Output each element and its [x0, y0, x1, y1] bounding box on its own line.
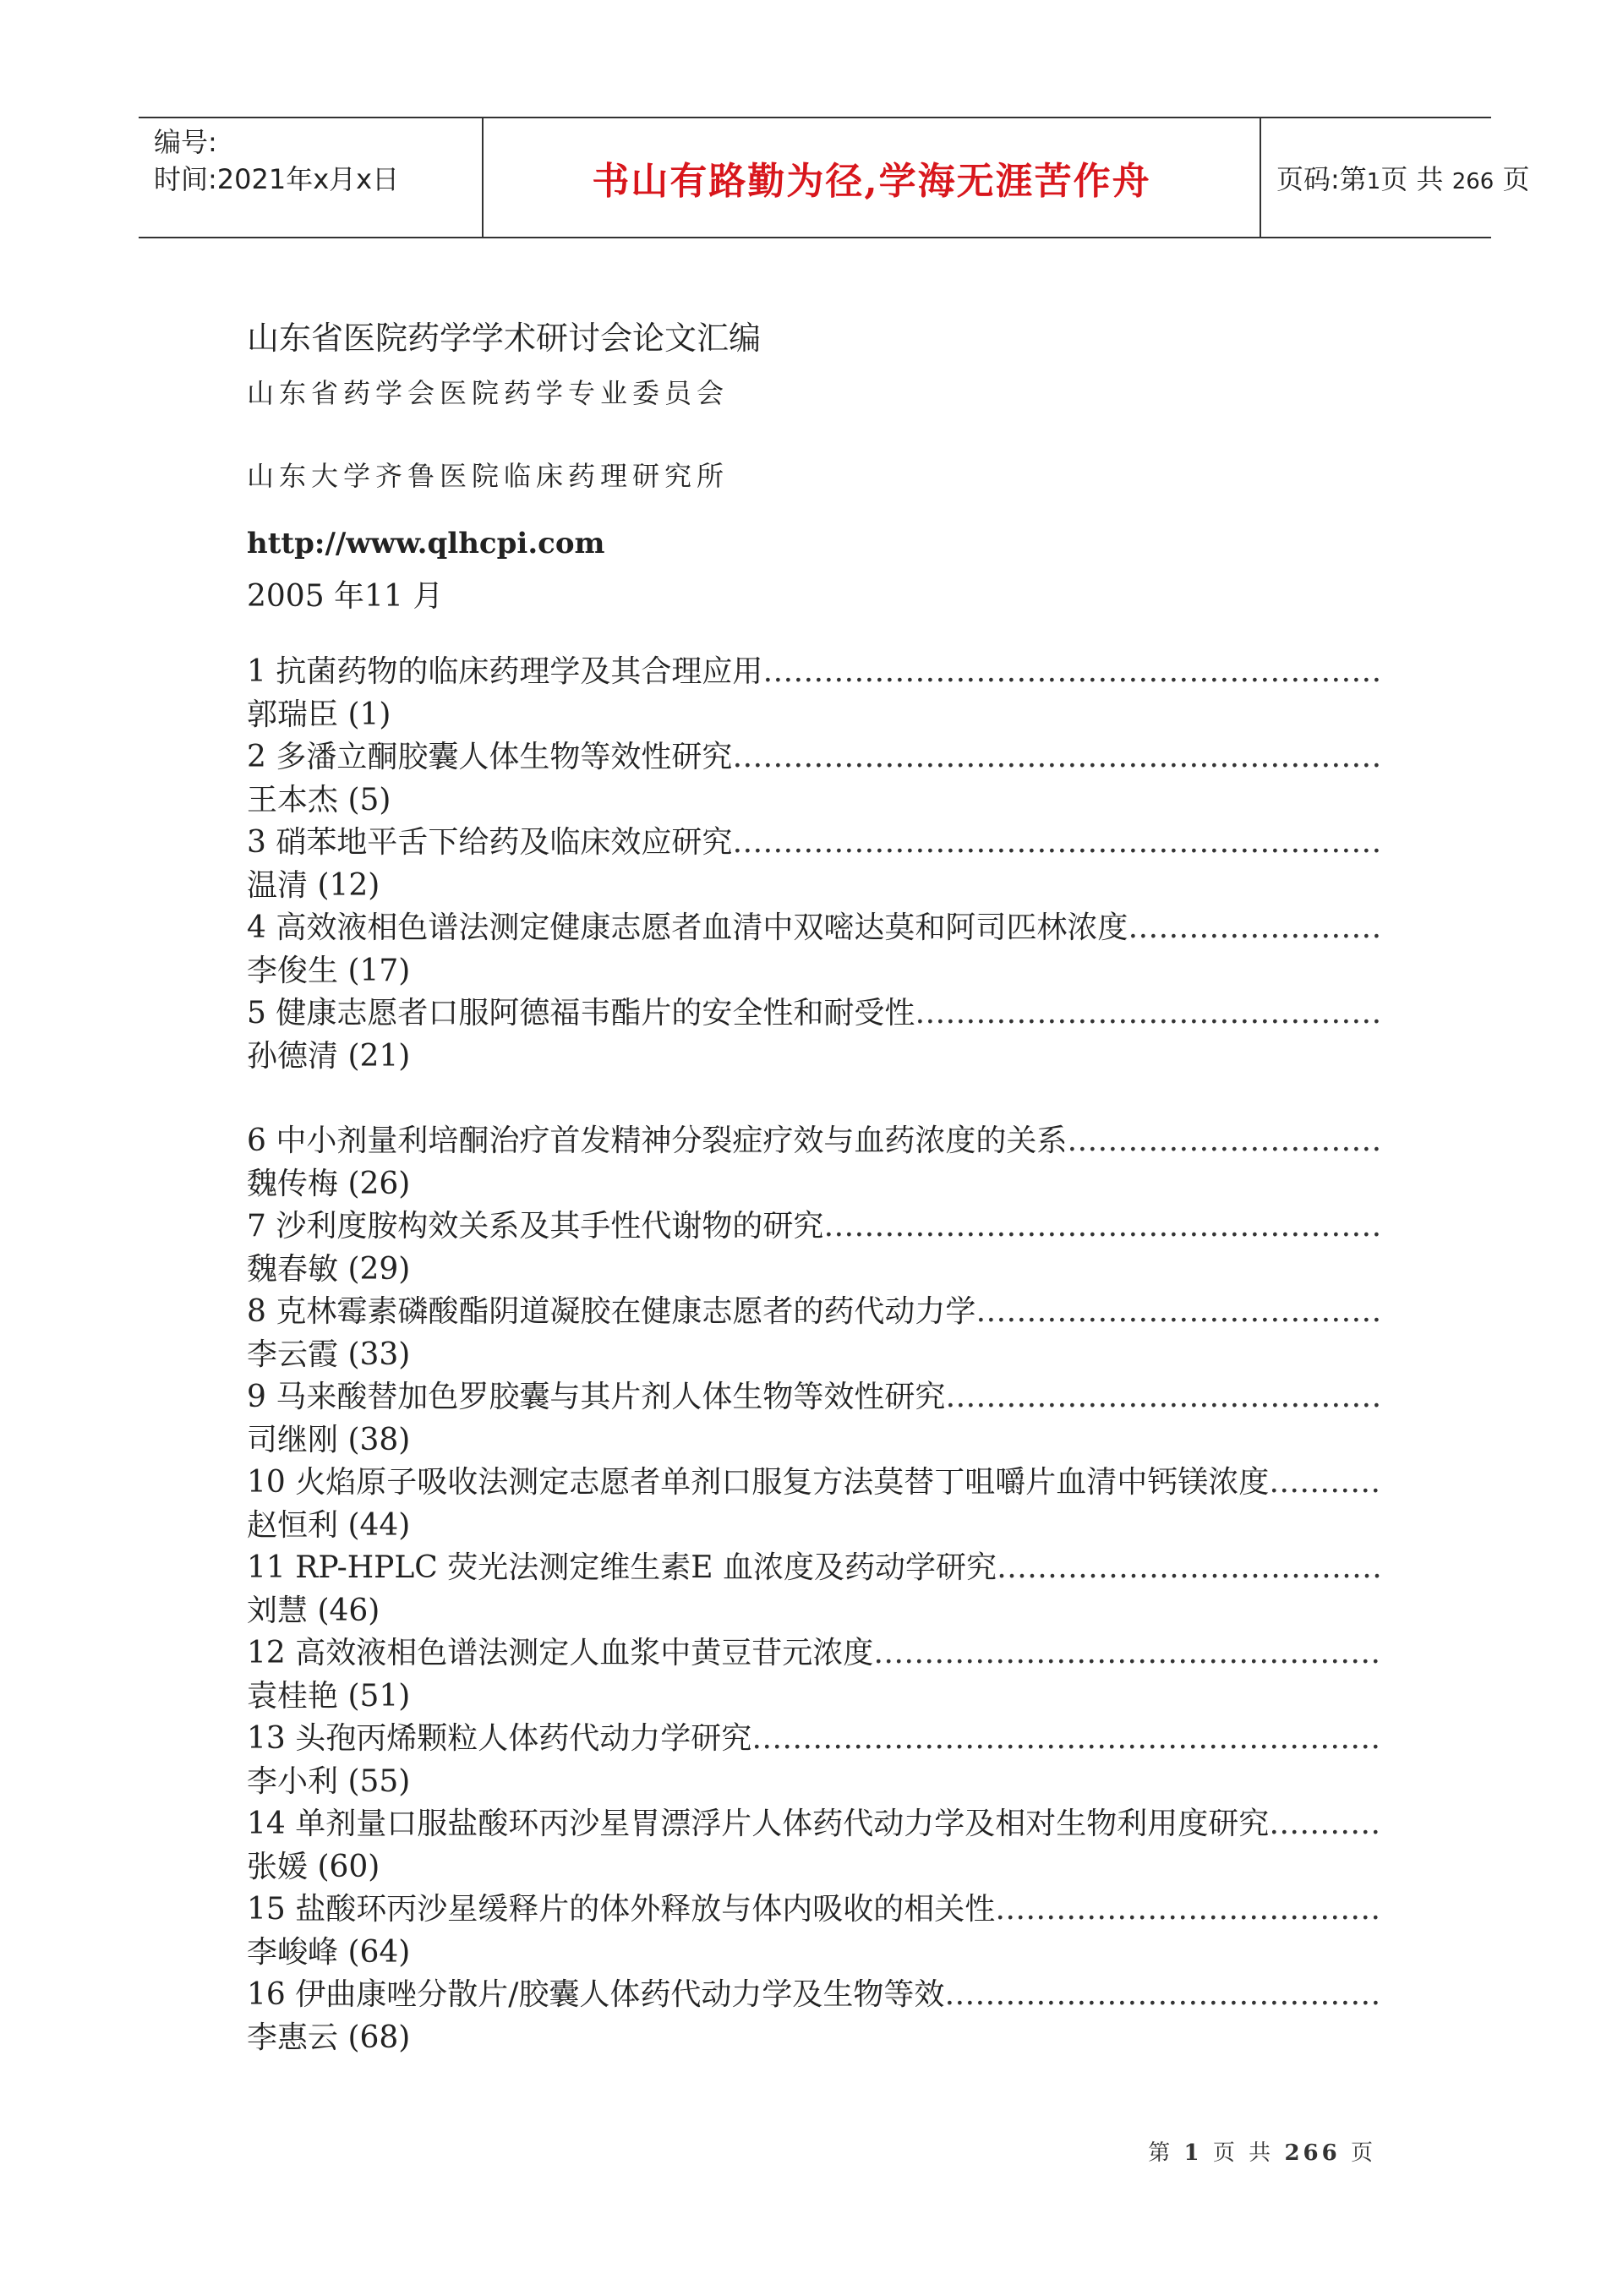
header-page-total: 266	[1451, 169, 1495, 194]
toc-leader-dots	[732, 736, 1380, 779]
toc-entry	[247, 907, 1396, 992]
toc-leader-dots	[762, 651, 1380, 694]
toc-leader-dots	[751, 1718, 1380, 1761]
toc-entry	[247, 651, 1396, 736]
toc-entry-author: 李俊生 (17)	[247, 953, 411, 988]
header-motto-cell	[484, 118, 1261, 237]
toc-entry-title: 8 克林霉素磷酸酯阴道凝胶在健康志愿者的药代动力学	[247, 1294, 976, 1329]
toc-entry-title: 12 高效液相色谱法测定人血浆中黄豆苷元浓度	[247, 1636, 874, 1670]
toc-entry-title: 11 RP-HPLC 荧光法测定维生素E 血浓度及药动学研究	[247, 1550, 997, 1585]
toc-entry-author: 郭瑞臣 (1)	[247, 697, 391, 732]
footer-page-mid: 页 共	[1212, 2140, 1275, 2166]
toc-leader-dots	[1269, 1803, 1380, 1846]
header-page-current: 1	[1366, 169, 1381, 194]
toc-entry	[247, 1120, 1396, 1205]
header-page-prefix: 页码:第	[1276, 163, 1367, 195]
toc-entry-author: 李云霞 (33)	[247, 1337, 411, 1372]
toc-entry-title: 7 沙利度胺构效关系及其手性代谢物的研究	[247, 1209, 824, 1244]
toc-entry	[247, 1974, 1396, 2059]
toc-entry-title: 14 单剂量口服盐酸环丙沙星胃漂浮片人体药代动力学及相对生物利用度研究	[247, 1807, 1270, 1841]
toc-leader-dots	[1269, 1462, 1380, 1505]
header-meta-cell	[139, 118, 484, 237]
toc-leader-dots	[944, 1974, 1380, 2017]
toc-entry	[247, 992, 1396, 1078]
toc-leader-dots	[873, 1632, 1380, 1676]
toc-entry-author: 魏传梅 (26)	[247, 1166, 411, 1201]
toc-entry-author: 孙德清 (21)	[247, 1038, 411, 1074]
publication-date: 2005 年11 月	[247, 579, 444, 614]
toc-entry	[247, 736, 1396, 822]
toc-entry-title: 15 盐酸环丙沙星缓释片的体外释放与体内吸收的相关性	[247, 1892, 996, 1927]
toc-entry	[247, 1291, 1396, 1376]
document-header	[139, 117, 1530, 238]
toc-leader-dots	[995, 1889, 1380, 1932]
toc-entry-author: 赵恒利 (44)	[247, 1507, 411, 1543]
toc-entry-title: 10 火焰原子吸收法测定志愿者单剂口服复方法莫替丁咀嚼片血清中钙镁浓度	[247, 1465, 1270, 1500]
document-number-label: 编号:	[154, 126, 217, 158]
toc-entry	[247, 1632, 1396, 1718]
toc-leader-dots	[915, 992, 1380, 1036]
header-page-mid: 页 共	[1380, 163, 1444, 195]
toc-entry-title: 4 高效液相色谱法测定健康志愿者血清中双嘧达莫和阿司匹林浓度	[247, 910, 1128, 945]
toc-entry-author: 司继刚 (38)	[247, 1422, 411, 1457]
toc-entry-author: 袁桂艳 (51)	[247, 1678, 411, 1714]
toc-leader-dots	[732, 822, 1380, 865]
toc-entry-author: 温清 (12)	[247, 867, 380, 903]
toc-entry	[247, 1547, 1396, 1632]
toc-entry-author: 刘慧 (46)	[247, 1593, 380, 1628]
toc-leader-dots	[1067, 1120, 1380, 1163]
header-page-suffix: 页	[1502, 163, 1530, 195]
toc-entry-author: 魏春敏 (29)	[247, 1251, 411, 1287]
document-time-label: 时间:2021年x月x日	[154, 163, 400, 195]
toc-entry-title: 6 中小剂量利培酮治疗首发精神分裂症疗效与血药浓度的关系	[247, 1123, 1068, 1158]
toc-leader-dots	[823, 1205, 1380, 1249]
table-of-contents	[247, 651, 1396, 2059]
footer-page-total: 266	[1284, 2140, 1341, 2166]
toc-entry-author: 李小利 (55)	[247, 1763, 411, 1799]
toc-spacer	[247, 1078, 1396, 1120]
organization-secondary: 山东大学齐鲁医院临床药理研究所	[247, 460, 730, 492]
toc-leader-dots	[945, 1376, 1380, 1419]
header-motto: 书山有路勤为径,学海无涯苦作舟	[592, 160, 1151, 203]
toc-entry-author: 王本杰 (5)	[247, 782, 391, 817]
toc-entry	[247, 1803, 1396, 1889]
document-title: 山东省医院药学学术研讨会论文汇编	[247, 320, 762, 357]
toc-entry-title: 13 头孢丙烯颗粒人体药代动力学研究	[247, 1721, 752, 1756]
organization-primary: 山东省药学会医院药学专业委员会	[247, 377, 730, 409]
page-footer	[1148, 2135, 1376, 2167]
document-body	[247, 313, 1396, 2059]
toc-entry-title: 1 抗菌药物的临床药理学及其合理应用	[247, 654, 763, 689]
header-page-cell	[1261, 118, 1530, 237]
footer-page-suffix: 页	[1350, 2140, 1376, 2166]
toc-entry-author: 李惠云 (68)	[247, 2020, 411, 2055]
toc-entry	[247, 1718, 1396, 1803]
toc-entry	[247, 1376, 1396, 1462]
toc-entry-title: 5 健康志愿者口服阿德福韦酯片的安全性和耐受性	[247, 996, 915, 1030]
footer-page-current: 1	[1183, 2140, 1203, 2166]
toc-entry	[247, 822, 1396, 907]
toc-entry-title: 3 硝苯地平舌下给药及临床效应研究	[247, 825, 733, 860]
toc-entry	[247, 1205, 1396, 1291]
toc-leader-dots	[997, 1547, 1380, 1590]
toc-entry	[247, 1462, 1396, 1547]
footer-page-prefix: 第	[1148, 2140, 1174, 2166]
website-url: http://www.qlhcpi.com	[247, 527, 605, 560]
toc-entry-title: 16 伊曲康唑分散片/胶囊人体药代动力学及生物等效	[247, 1977, 945, 2012]
toc-leader-dots	[1128, 907, 1380, 950]
toc-entry-author: 李峻峰 (64)	[247, 1934, 411, 1970]
toc-entry	[247, 1889, 1396, 1974]
toc-entry-author: 张媛 (60)	[247, 1849, 380, 1884]
header-page-info	[1276, 158, 1530, 197]
toc-leader-dots	[975, 1291, 1380, 1334]
toc-entry-title: 9 马来酸替加色罗胶囊与其片剂人体生物等效性研究	[247, 1380, 946, 1414]
toc-entry-title: 2 多潘立酮胶囊人体生物等效性研究	[247, 740, 733, 774]
